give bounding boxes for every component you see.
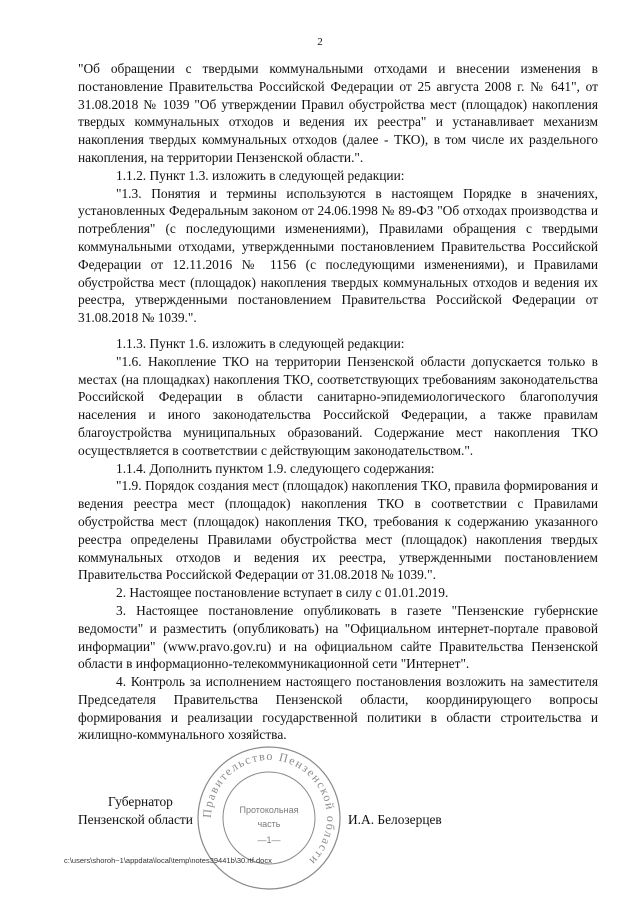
paragraph-item-1-1-2: 1.1.2. Пункт 1.3. изложить в следующей редакции: xyxy=(116,167,405,183)
paragraph-quote-1-9: "1.9. Порядок создания мест (площадок) накопления ТКО, правила формирования и ведения реестра мест (площадок) накопления ТКО в соответствии с Правилами обустройства мест (площадок) накопления ТКО, требования к содержанию указанного реестра определены Правилами обустройства мест (площадок) накопления твердых коммунальных отходов и ведения их реестра, утвержденными постановлением Правительства Российской Федерации от 31.08.2018 № 1039.". xyxy=(78,478,598,583)
stamp-ring-text: Правительство Пензенской области xyxy=(199,748,339,869)
paragraph-continuation: "Об обращении с твердыми коммунальными отходами и внесении изменения в постановление Правительства Российской Федерации от 25 августа 2008 г. № 641", от 31.08.2018 № 1039 "Об утверждении Правил обустройства мест (площадок) накопления твердых коммунальных отходов и ведения их реестра" и устанавливает механизм накопления твердых коммунальных отходов (далее - ТКО), в том числе их раздельного накопления, на территории Пензенской области.". xyxy=(78,61,598,165)
stamp-line-2: часть xyxy=(257,819,281,829)
stamp-line-3: —1— xyxy=(257,835,281,845)
paragraph-quote-1-6: "1.6. Накопление ТКО на территории Пензенской области допускается только в местах (на площадках) накопления ТКО, соответствующих требованиям законодательства Российской Федерации в области санитарно-эпидемиологического благополучия населения и иного законодательства Российской Федерации, а также правилам благоустройства муниципальных образований. Содержание мест накопления ТКО осуществляется в соответствии с действующим законодательством.". xyxy=(78,353,598,458)
document-body xyxy=(78,60,598,744)
signatory-title: Губернатор xyxy=(108,794,173,809)
footer-file-path: c:\users\shoroh~1\appdata\local\temp\notes39441b\30.rtf.docx xyxy=(64,856,272,865)
paragraph-quote-1-3: "1.3. Понятия и термины используются в настоящем Порядке в значениях, установленных Федеральным законом от 24.06.1998 № 89-ФЗ "Об отходах производства и потребления" (с последующими изменениями), Правилами обращения с твердыми коммунальными отходами, утвержденными постановлением Правительства Российской Федерации от 12.11.2016 № 1156 (с последующими изменениями), и Правилами обустройства мест (площадок) накопления твердых коммунальных отходов и ведения их реестра, утвержденными постановлением Правительства Российской Федерации от 31.08.2018 № 1039.". xyxy=(78,185,598,326)
paragraph-item-2: 2. Настоящее постановление вступает в силу с 01.01.2019. xyxy=(116,585,449,601)
signatory-region: Пензенской области xyxy=(78,812,193,827)
paragraph-item-4: 4. Контроль за исполнением настоящего постановления возложить на заместителя Председателя Правительства Пензенской области, координирующего вопросы формирования и реализации государственной политики в области строительства и жилищно-коммунального хозяйства. xyxy=(78,674,598,743)
paragraph-item-3: 3. Настоящее постановление опубликовать в газете "Пензенские губернские ведомости" и разместить (опубликовать) на "Официальном интернет-портале правовой информации" (www.pravo.gov.ru) и на официальном сайте Правительства Пензенской области в информационно-телекоммуникационной сети "Интернет". xyxy=(78,602,598,672)
page-number: 2 xyxy=(317,36,323,48)
signatory-name: И.А. Белозерцев xyxy=(348,812,442,827)
stamp-line-1: Протокольная xyxy=(239,805,299,815)
signature-block xyxy=(78,793,598,838)
paragraph-item-1-1-4: 1.1.4. Дополнить пунктом 1.9. следующего содержания: xyxy=(116,460,435,476)
paragraph-item-1-1-3: 1.1.3. Пункт 1.6. изложить в следующей редакции: xyxy=(116,335,405,351)
